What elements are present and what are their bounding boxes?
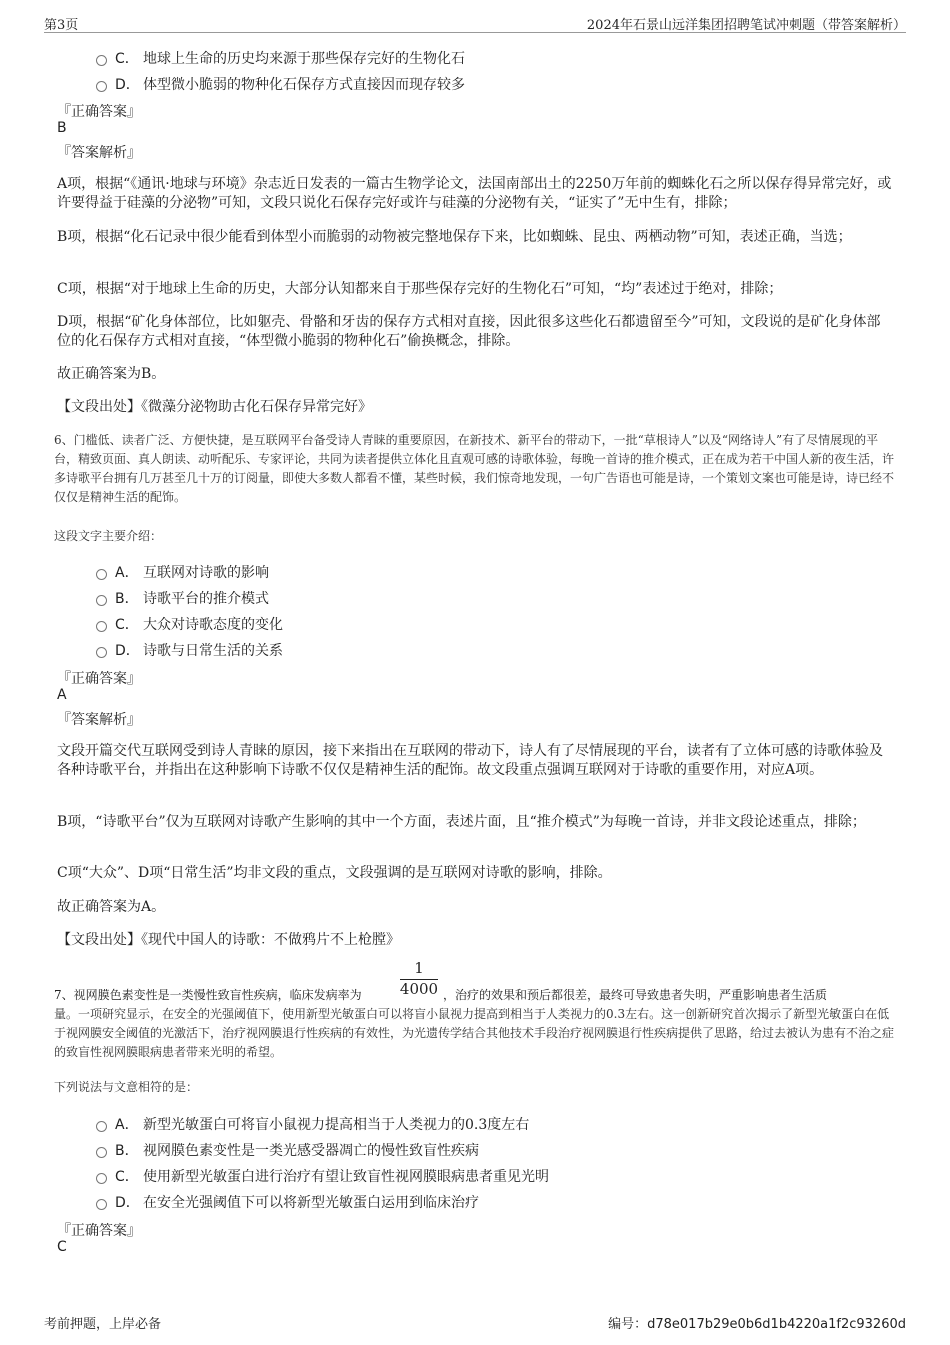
analysis-conclusion: 故正确答案为B。 (57, 366, 166, 382)
question-prompt: 下列说法与文意相符的是： (54, 1080, 199, 1094)
analysis-tag: 『答案解析』 (57, 712, 141, 728)
answer-tag: 『正确答案』 (57, 104, 141, 120)
analysis-paragraph: D项，根据“矿化身体部位，比如躯壳、骨骼和牙齿的保存方式相对直接，因此很多这些化石都遗留至今”可知，文段说的是矿化身体部位的化石保存方式相对直接，“体型微小脆弱的物种化石”偷换概念，排除。 (57, 314, 881, 349)
radio-icon[interactable] (96, 621, 107, 632)
radio-icon[interactable] (96, 569, 107, 580)
question-stem-continued: ，治疗的效果和预后都很差，最终可导致患者失明，严重影响患者生活质 (443, 988, 828, 1002)
fraction-denominator: 4000 (399, 980, 439, 998)
option-d[interactable]: D． 诗歌与日常生活的关系 (96, 640, 283, 660)
option-b[interactable]: B． 诗歌平台的推介模式 (96, 588, 269, 608)
analysis-paragraph: B项，“诗歌平台”仅为互联网对诗歌产生影响的其中一个方面，表述片面，且“推介模式”为每晚一首诗，并非文段论述重点，排除； (57, 814, 866, 830)
option-c[interactable]: C． 大众对诗歌态度的变化 (96, 614, 283, 634)
document-title: 2024年石景山远洋集团招聘笔试冲刺题（带答案解析） (586, 18, 906, 33)
question-prompt: 这段文字主要介绍： (54, 529, 163, 543)
radio-icon[interactable] (96, 595, 107, 606)
answer-value: A (57, 687, 67, 703)
question-stem-start: 7、视网膜色素变性是一类慢性致盲性疾病，临床发病率为 (54, 988, 362, 1002)
analysis-paragraph: B项，根据“化石记录中很少能看到体型小而脆弱的动物被完整地保存下来，比如蜘蛛、昆虫、两栖动物”可知，表述正确，当选； (57, 229, 852, 245)
page-number: 第3页 (44, 18, 79, 33)
radio-icon[interactable] (96, 1121, 107, 1132)
radio-icon[interactable] (96, 1199, 107, 1210)
analysis-tag: 『答案解析』 (57, 145, 141, 161)
option-a[interactable]: A． 新型光敏蛋白可将盲小鼠视力提高相当于人类视力的0.3度左右 (96, 1114, 529, 1134)
option-b[interactable]: B． 视网膜色素变性是一类光感受器凋亡的慢性致盲性疾病 (96, 1140, 479, 1160)
radio-icon[interactable] (96, 1147, 107, 1158)
option-a[interactable]: A． 互联网对诗歌的影响 (96, 562, 269, 582)
analysis-paragraph: A项，根据“《通讯·地球与环境》杂志近日发表的一篇古生物学论文，法国南部出土的2250万年前的蜘蛛化石之所以保存得异常完好，或许要得益于硅藻的分泌物”可知，文段只说化石保存完好或许与硅藻的分泌物有关，“证实了”无中生有，排除； (57, 176, 892, 211)
option-c[interactable]: C． 地球上生命的历史均来源于那些保存完好的生物化石 (96, 48, 465, 68)
option-c[interactable]: C． 使用新型光敏蛋白进行治疗有望让致盲性视网膜眼病患者重见光明 (96, 1166, 549, 1186)
analysis-paragraph: 文段开篇交代互联网受到诗人青睐的原因，接下来指出在互联网的带动下，诗人有了尽情展现的平台，读者有了立体可感的诗歌体验及各种诗歌平台，并指出在这种影响下诗歌不仅仅是精神生活的配饰。故文段重点强调互联网对于诗歌的重要作用，对应A项。 (57, 743, 883, 778)
option-d[interactable]: D． 在安全光强阈值下可以将新型光敏蛋白运用到临床治疗 (96, 1192, 479, 1212)
radio-icon[interactable] (96, 55, 107, 66)
answer-tag: 『正确答案』 (57, 1223, 141, 1239)
answer-value: B (57, 120, 67, 136)
analysis-paragraph: C项“大众”、D项“日常生活”均非文段的重点，文段强调的是互联网对诗歌的影响，排除。 (57, 865, 612, 881)
fraction-numerator: 1 (414, 959, 424, 977)
radio-icon[interactable] (96, 81, 107, 92)
question-stem-rest: 量。一项研究显示，在安全的光强阈值下，使用新型光敏蛋白可以将盲小鼠视力提高到相当于人类视力的0.3左右。这一创新研究首次揭示了新型光敏蛋白在低于视网膜安全阈值的光激活下，治疗视网膜退行性疾病的有效性，为光遗传学结合其他技术手段治疗视网膜退行性疾病提供了思路，给过去被认为患有不治之症的致盲性视网膜眼病患者带来光明的希望。 (54, 1007, 895, 1059)
answer-value: C (57, 1239, 67, 1255)
analysis-conclusion: 故正确答案为A。 (57, 899, 166, 915)
option-d[interactable]: D． 体型微小脆弱的物种化石保存方式直接因而现存较多 (96, 74, 465, 94)
footer-slogan: 考前押题，上岸必备 (44, 1317, 162, 1332)
page-header (44, 12, 906, 33)
fraction (398, 959, 440, 998)
document-code: 编号：d78e017b29e0b6d1b4220a1f2c93260d (608, 1317, 906, 1332)
answer-tag: 『正确答案』 (57, 671, 141, 687)
analysis-paragraph: C项，根据“对于地球上生命的历史，大部分认知都来自于那些保存完好的生物化石”可知，“均”表述过于绝对，排除； (57, 281, 783, 297)
source-line: 【文段出处】《现代中国人的诗歌：不做鸦片不上枪膛》 (57, 932, 400, 948)
question-stem: 6、门槛低、读者广泛、方便快捷，是互联网平台备受诗人青睐的重要原因，在新技术、新平台的带动下，一批“草根诗人”以及“网络诗人”有了尽情展现的平台，精致页面、真人朗读、动听配乐、专家评论，共同为读者提供立体化且直观可感的诗歌体验，每晚一首诗的推介模式，正在成为若干中国人新的夜生活，许多诗歌平台拥有几万甚至几十万的订阅量，即使大多数人都看不懂，某些时候，我们惊奇地发现，一句广告语也可能是诗，一个策划文案也可能是诗，诗已经不仅仅是精神生活的配饰。 (54, 433, 895, 504)
source-line: 【文段出处】《微藻分泌物助古化石保存异常完好》 (57, 399, 372, 415)
radio-icon[interactable] (96, 1173, 107, 1184)
radio-icon[interactable] (96, 647, 107, 658)
